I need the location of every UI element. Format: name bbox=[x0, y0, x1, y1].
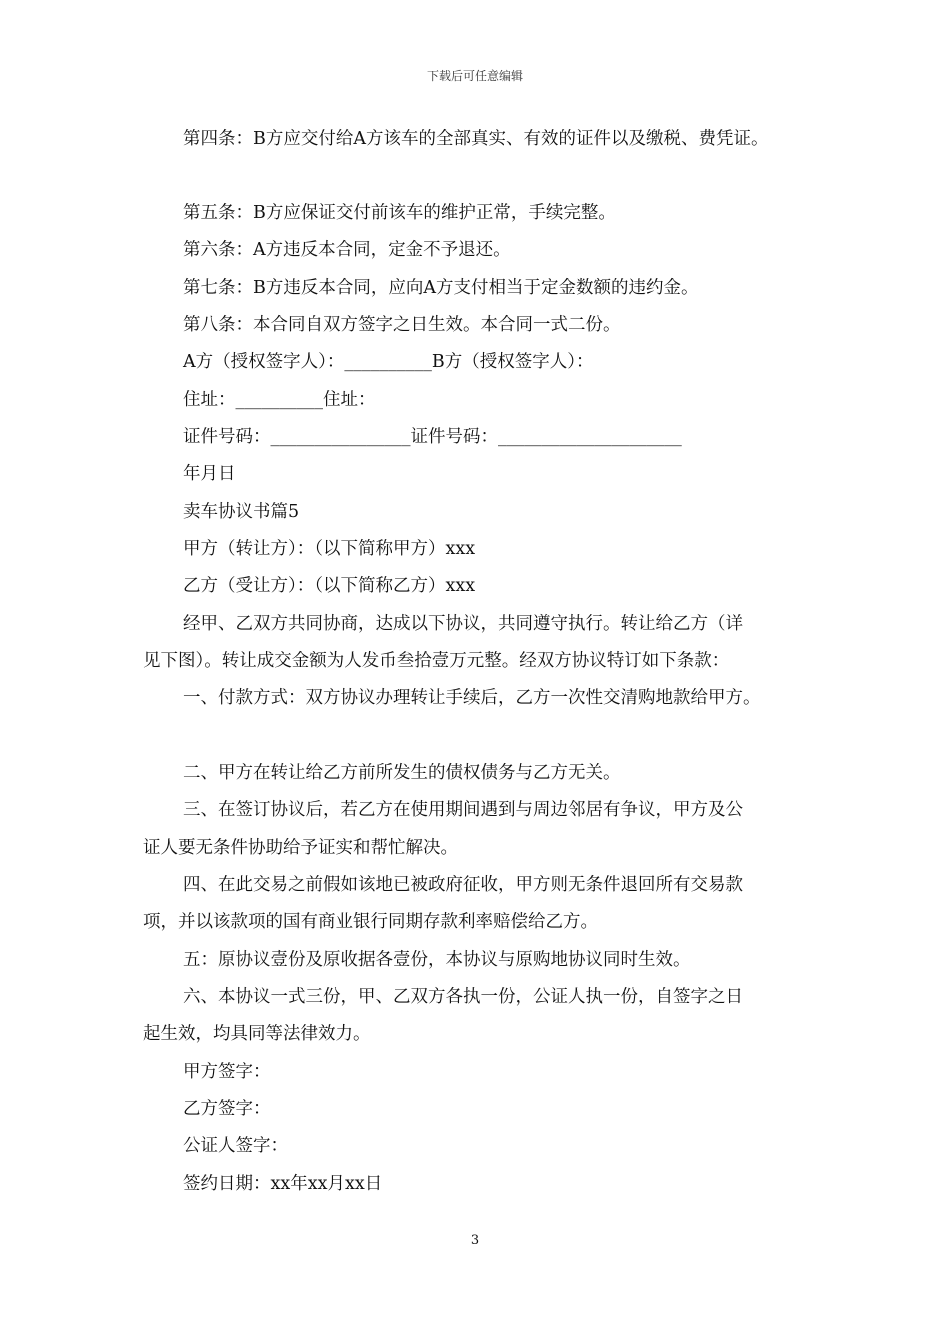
preamble-line-1: 经甲、乙双方共同协商，达成以下协议，共同遵守执行。转让给乙方（详 bbox=[183, 614, 743, 634]
address-line: 住址：__________住址： bbox=[183, 390, 376, 410]
id-number-line: 证件号码：________________证件号码：_____________________ bbox=[183, 427, 682, 447]
term-3-line-1: 三、在签订协议后，若乙方在使用期间遇到与周边邻居有争议，甲方及公 bbox=[183, 800, 743, 820]
page-number: 3 bbox=[470, 1233, 480, 1248]
preamble-line-2: 见下图）。转让成交金额为人发币叁拾壹万元整。经双方协议特订如下条款： bbox=[143, 651, 730, 671]
term-4-line-1: 四、在此交易之前假如该地已被政府征收，甲方则无条件退回所有交易款 bbox=[183, 875, 743, 895]
term-6-line-2: 起生效，均具同等法律效力。 bbox=[143, 1024, 371, 1044]
party-b-line: 乙方（受让方）：（以下简称乙方）xxx bbox=[183, 576, 476, 596]
term-4-line-2: 项，并以该款项的国有商业银行同期存款利率赔偿给乙方。 bbox=[143, 912, 598, 932]
page-header-note: 下载后可任意编辑 bbox=[426, 69, 523, 83]
date-line: 年月日 bbox=[183, 464, 236, 484]
clause-6: 第六条：A方违反本合同，定金不予退还。 bbox=[183, 240, 511, 260]
term-5: 五：原协议壹份及原收据各壹份，本协议与原购地协议同时生效。 bbox=[183, 950, 691, 970]
signing-date: 签约日期：xx年xx月xx日 bbox=[183, 1174, 383, 1194]
term-6-line-1: 六、本协议一式三份，甲、乙双方各执一份，公证人执一份，自签字之日 bbox=[183, 987, 743, 1007]
term-2: 二、甲方在转让给乙方前所发生的债权债务与乙方无关。 bbox=[183, 763, 621, 783]
signatories-line: A方（授权签字人）：__________B方（授权签字人）： bbox=[183, 352, 594, 372]
section-title: 卖车协议书篇5 bbox=[183, 502, 300, 522]
term-3-line-2: 证人要无条件协助给予证实和帮忙解决。 bbox=[143, 838, 458, 858]
notary-signature: 公证人签字： bbox=[183, 1136, 288, 1156]
clause-5: 第五条：B方应保证交付前该车的维护正常，手续完整。 bbox=[183, 203, 616, 223]
term-1: 一、付款方式：双方协议办理转让手续后，乙方一次性交清购地款给甲方。 bbox=[183, 688, 761, 708]
party-a-signature: 甲方签字： bbox=[183, 1062, 271, 1082]
party-a-line: 甲方（转让方）：（以下简称甲方）xxx bbox=[183, 539, 476, 559]
clause-4: 第四条：B方应交付给A方该车的全部真实、有效的证件以及缴税、费凭证。 bbox=[183, 129, 769, 149]
clause-8: 第八条：本合同自双方签字之日生效。本合同一式二份。 bbox=[183, 315, 621, 335]
clause-7: 第七条：B方违反本合同，应向A方支付相当于定金数额的违约金。 bbox=[183, 278, 699, 298]
party-b-signature: 乙方签字： bbox=[183, 1099, 271, 1119]
